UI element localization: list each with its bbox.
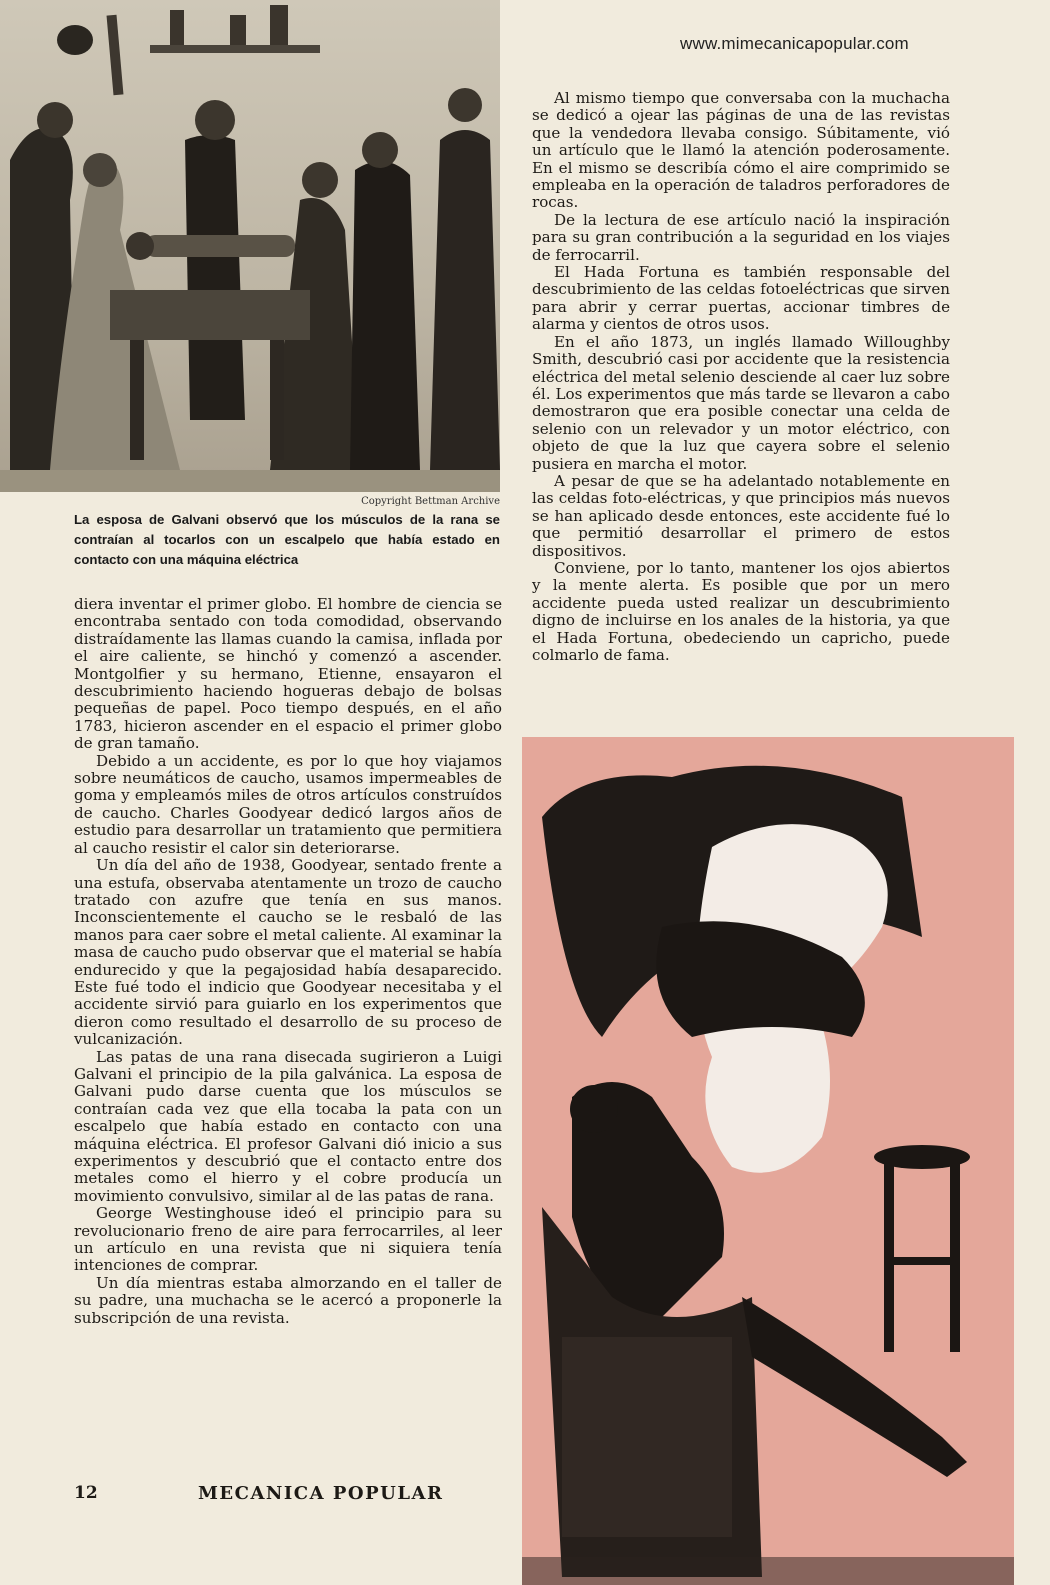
paragraph: Al mismo tiempo que conversaba con la muchacha se dedicó a ojear las páginas de una de las revistas que la vendedora llevaba consigo. Súbitamente, vió un artículo que le llamó la atención poderosamente. En el mismo se describía cómo el aire comprimido se empleaba en la operación de taladros perforadores de rocas. [532, 89, 950, 212]
magazine-name: MECANICA POPULAR [198, 1483, 444, 1504]
left-text-column [74, 596, 502, 1327]
image-credit: Copyright Bettman Archive [361, 496, 500, 507]
paragraph: Un día mientras estaba almorzando en el taller de su padre, una muchacha se le acercó a proponerle la subscripción de una revista. [74, 1273, 502, 1327]
paragraph: Las patas de una rana disecada sugirieron a Luigi Galvani el principio de la pila galvánica. La esposa de Galvani pudo darse cuenta que los músculos se contraían cada vez que ella tocaba la pata con un escalpelo que había estado en contacto con una máquina eléctrica. El profesor Galvani dió inicio a sus experimentos y descubrió que el contacto entre dos metales como el hierro y el cobre producía un movimiento convulsivo, similar al de las patas de rana. [74, 1047, 502, 1205]
site-url: www.mimecanicapopular.com [680, 34, 909, 53]
fortune-illustration-image [522, 737, 1014, 1585]
paragraph: diera inventar el primer globo. El hombre de ciencia se encontraba sentado con toda comodidad, observando distraídamente las llamas cuando la camisa, inflada por el aire caliente, se hinchó y comenzó a ascender. Montgolfier y su hermano, Etienne, ensayaron el descubrimiento haciendo hogueras debajo de bolsas pequeñas de papel. Poco tiempo después, en el año 1783, hicieron ascender en el espacio el primer globo de gran tamaño. [74, 595, 502, 753]
page-number: 12 [74, 1483, 98, 1503]
paragraph: El Hada Fortuna es también responsable del descubrimiento de las celdas fotoeléctricas que sirven para abrir y cerrar puertas, accionar timbres de alarma y cientos de otros usos. [532, 263, 950, 334]
galvani-engraving-image [0, 0, 500, 492]
paragraph: Un día del año de 1938, Goodyear, sentado frente a una estufa, observaba atentamente un trozo de caucho tratado con azufre que tenía en sus manos. Inconscientemente el caucho se le resbaló de las manos para caer sobre el metal caliente. Al examinar la masa de caucho pudo observar que el material se había endurecido y que la pegajosidad había desaparecido. Este fué todo el indicio que Goodyear necesitaba y el accidente sirvió para guiarlo en los experimentos que dieron como resultado el desarrollo de su proceso de vulcanización. [74, 856, 502, 1049]
paragraph: De la lectura de ese artículo nació la inspiración para su gran contribución a la seguridad en los viajes de ferrocarril. [532, 210, 950, 264]
image-caption: La esposa de Galvani observó que los músculos de la rana se contraían al tocarlos con un escalpelo que había estado en contacto con una máquina eléctrica [74, 512, 500, 567]
paragraph: A pesar de que se ha adelantado notablemente en las celdas foto-eléctricas, y que principios más nuevos se han aplicado desde entonces, este accidente fué lo que permitió desarrollar el primero de estos dispositivos. [532, 471, 950, 560]
paragraph: Conviene, por lo tanto, mantener los ojos abiertos y la mente alerta. Es posible que por un mero accidente pueda usted realizar un descubrimiento digno de incluirse en los anales de la historia, ya que el Hada Fortuna, obedeciendo un capricho, puede colmarlo de fama. [532, 558, 950, 664]
right-text-column [532, 90, 950, 664]
paragraph: George Westinghouse ideó el principio para su revolucionario freno de aire para ferrocarriles, al leer un artículo en una revista que ni siquiera tenía intenciones de comprar. [74, 1204, 502, 1275]
paragraph: En el año 1873, un inglés llamado Willoughby Smith, descubrió casi por accidente que la resistencia eléctrica del metal selenio desciende al caer luz sobre él. Los experimentos que más tarde se llevaron a cabo demostraron que era posible conectar una celda de selenio con un relevador y un motor eléctrico, con objeto de que la luz que cayera sobre el selenio pusiera en marcha el motor. [532, 332, 950, 473]
paragraph: Debido a un accidente, es por lo que hoy viajamos sobre neumáticos de caucho, usamos impermeables de goma y empleamós miles de otros artículos construídos de caucho. Charles Goodyear dedicó largos años de estudio para desarrollar un tratamiento que permitiera al caucho resistir el calor sin deteriorarse. [74, 751, 502, 857]
